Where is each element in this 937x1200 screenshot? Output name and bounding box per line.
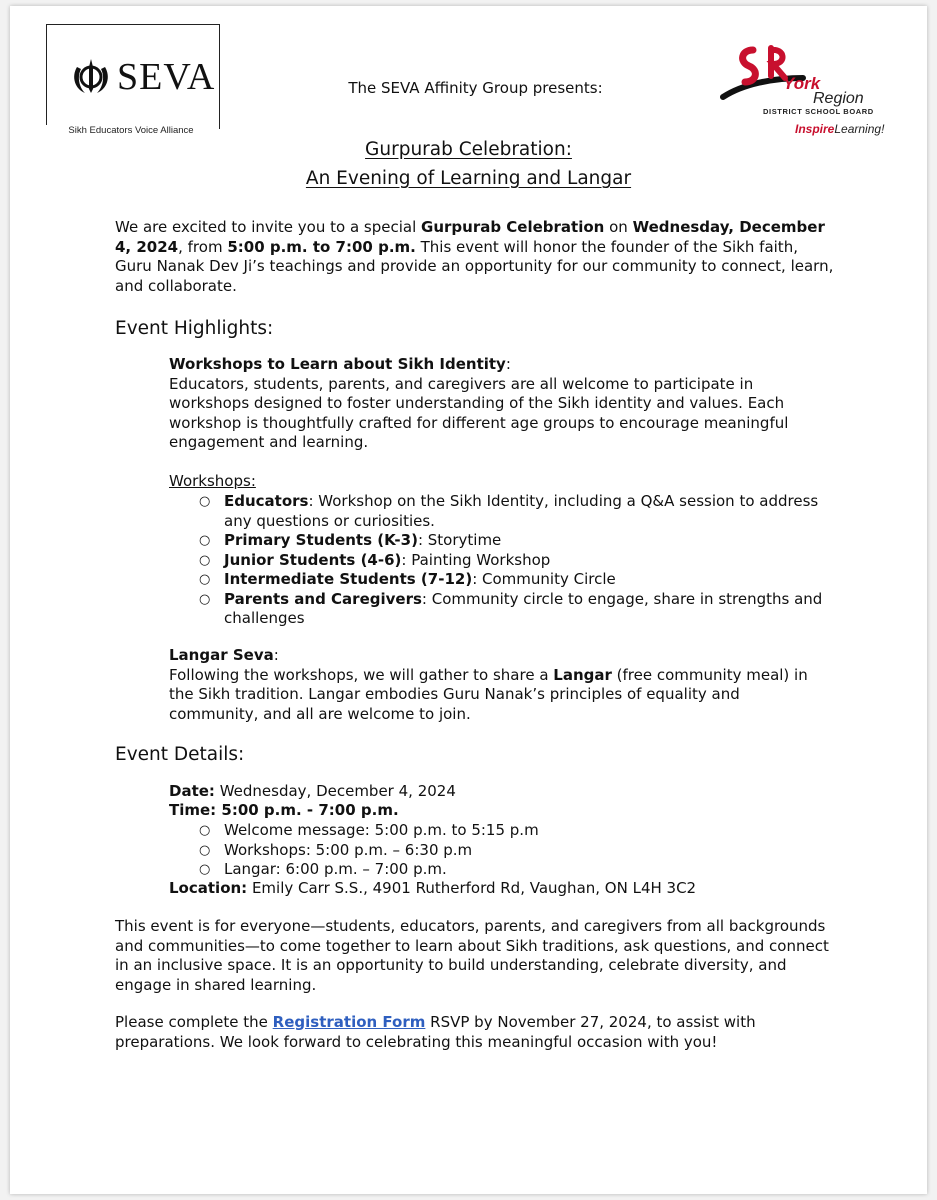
rsvp-paragraph: Please complete the Registration Form RSVP by November 27, 2024, to assist with preparations. We look forward to celebrating this meaningful occasion with you! [115,1013,756,1051]
title-line-1: Gurpurab Celebration: [365,139,572,160]
seva-wordmark: SEVA [117,56,216,98]
list-item: ○ Langar: 6:00 p.m. – 7:00 p.m. [199,860,447,878]
event-date: Date: Wednesday, December 4, 2024 [169,782,456,800]
document-page [10,6,927,1194]
workshops-label: Workshops: [169,472,256,490]
workshops-list [169,492,849,629]
langar-seva-title: Langar Seva: [169,646,279,664]
intro-paragraph: We are excited to invite you to a special Gurpurab Celebration on Wednesday, December 4, 2024, from 5:00 p.m. to 7:00 p.m. This event will honor the founder of the Sikh faith, Guru Nanak Dev Ji’s teachings and provide an opportunity for our community to connect, learn, and collaborate. [115,218,834,295]
event-highlights-heading: Event Highlights: [115,318,274,339]
workshops-title: Workshops to Learn about Sikh Identity: [169,355,511,373]
seva-logo [46,24,220,136]
list-item: ○ Parents and Caregivers: Community circle to engage, share in strengths and challenges [199,589,823,627]
workshops-description: Educators, students, parents, and caregivers are all welcome to participate in workshops designed to foster understanding of the Sikh identity and values. Each workshop is thoughtfully crafted for different age groups to encourage meaningful engagement and learning. [169,374,789,451]
langar-seva-description: Following the workshops, we will gather to share a Langar (free community meal) in the Sikh tradition. Langar embodies Guru Nanak’s principles of equality and community, and all are welcome to join. [169,665,808,723]
list-item: ○ Intermediate Students (7-12): Community Circle [199,570,616,588]
list-item: ○ Workshops: 5:00 p.m. – 6:30 p.m [199,840,473,859]
closing-paragraph: This event is for everyone—students, educators, parents, and caregivers from all backgrounds and communities—to come together to learn about Sikh traditions, ask questions, and connect in an inclusive space. It is an opportunity to build understanding, celebrate diversity, and engage in shared learning. [115,917,829,994]
list-item: ○ Educators: Workshop on the Sikh Identity, including a Q&A session to address any questions or curiosities. [199,492,819,530]
region-text: Region [813,90,864,107]
york-text: York [783,74,821,93]
list-item: ○ Welcome message: 5:00 p.m. to 5:15 p.m [199,821,539,839]
district-school-board-text: DISTRICT SCHOOL BOARD [763,107,874,116]
list-item: ○ Primary Students (K-3): Storytime [199,531,502,549]
event-details-heading: Event Details: [115,744,245,765]
schedule-list [169,821,849,880]
langar-seva-section [169,646,829,724]
list-item: ○ Junior Students (4-6): Painting Workshop [199,550,551,569]
york-region-logo [713,42,903,142]
title-line-2: An Evening of Learning and Langar [305,168,632,189]
event-location: Location: Emily Carr S.S., 4901 Rutherford Rd, Vaughan, ON L4H 3C2 [169,879,697,897]
event-time: Time: 5:00 p.m. - 7:00 p.m. [169,801,399,819]
inspire-learning-tagline: InspireLearning! [795,122,885,136]
workshops-section [169,355,829,453]
registration-form-link[interactable]: Registration Form [272,1013,426,1031]
seva-subtitle: Sikh Educators Voice Alliance [45,125,217,136]
presents-line: The SEVA Affinity Group presents: [348,79,603,97]
